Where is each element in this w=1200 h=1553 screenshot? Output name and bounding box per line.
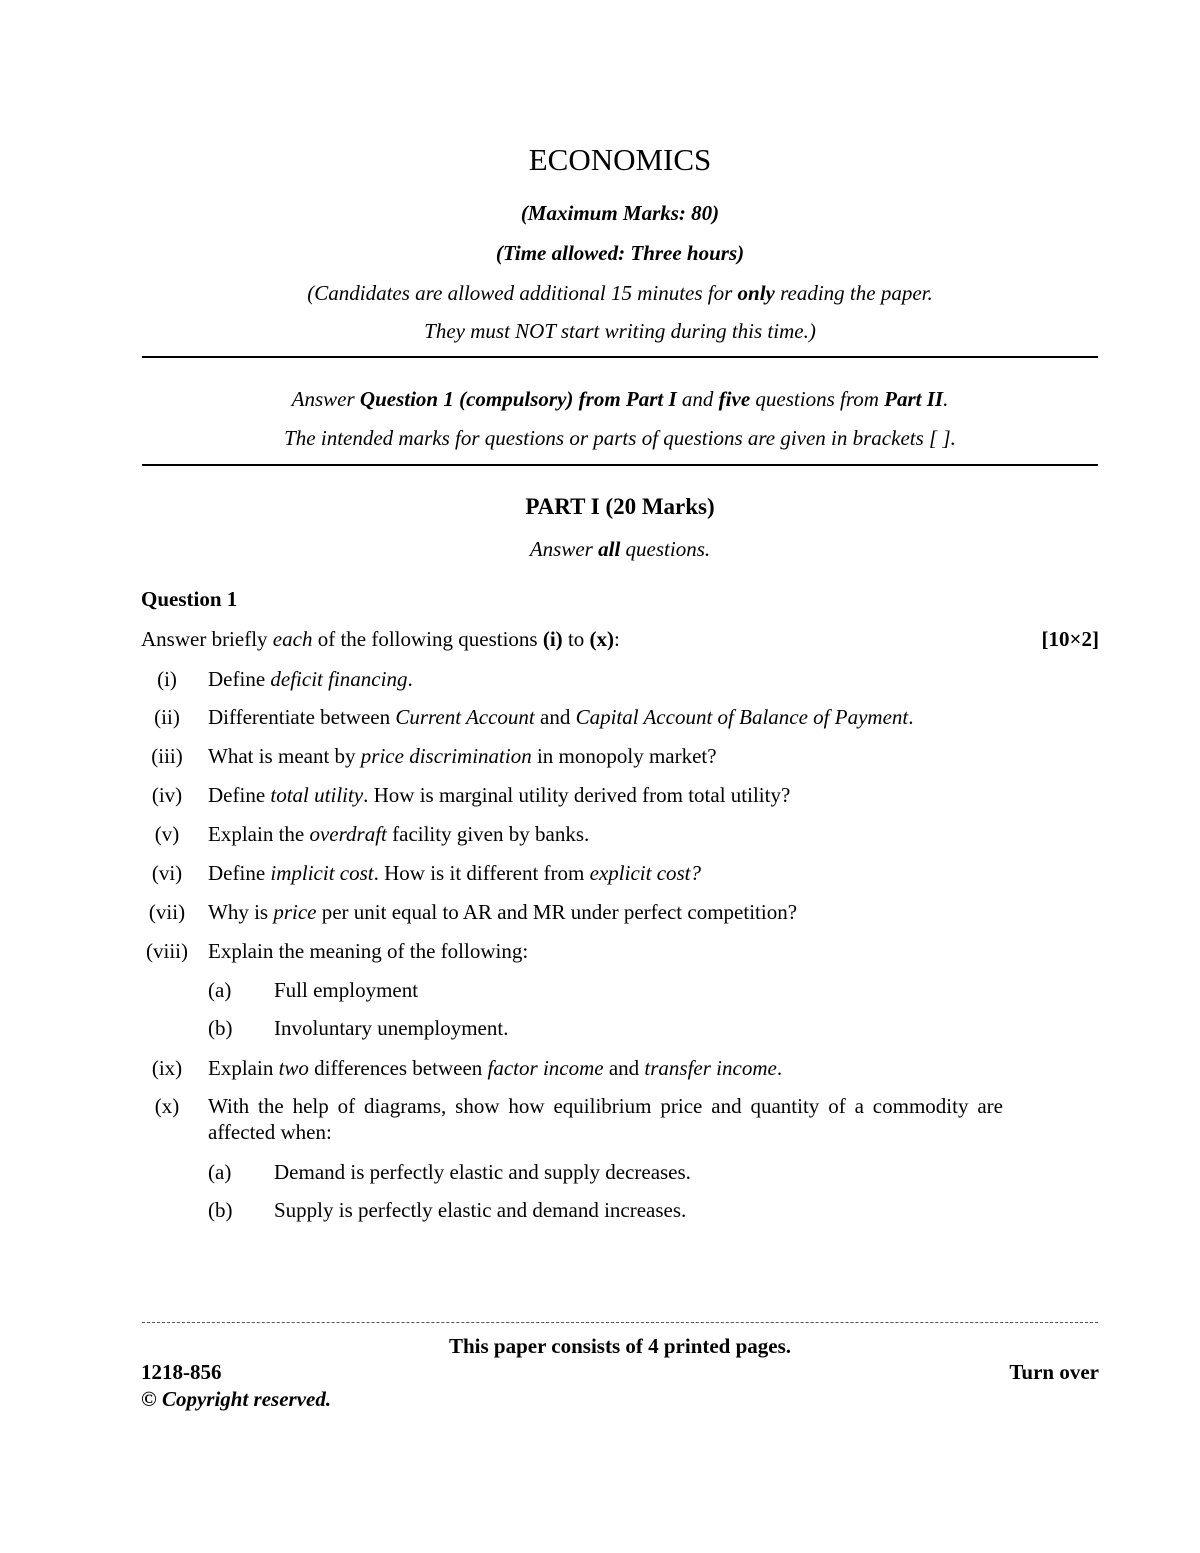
item-number: (ii): [154, 705, 180, 729]
reading-time-line-1: (Candidates are allowed additional 15 minutes for only reading the paper.: [307, 281, 933, 305]
time-allowed: (Time allowed: Three hours): [495, 241, 745, 265]
max-marks: (Maximum Marks: 80): [520, 201, 720, 225]
item-text: Why is price per unit equal to AR and MR under perfect competition?: [208, 900, 798, 924]
item-text: Define implicit cost. How is it different from explicit cost?: [208, 861, 702, 885]
item-number: (ix): [151, 1056, 183, 1080]
item-number: (vi): [151, 861, 183, 885]
page-title: ECONOMICS: [528, 142, 712, 177]
item-text: Differentiate between Current Account and Capital Account of Balance of Payment.: [208, 705, 914, 729]
question-intro-text: Answer briefly each of the following questions (i) to (x):: [141, 627, 620, 651]
sub-item-label: (a): [208, 1160, 232, 1184]
part-heading: PART I (20 Marks): [525, 494, 715, 519]
sub-item-text: Involuntary unemployment.: [274, 1016, 509, 1040]
instructions-line-1: Answer Question 1 (compulsory) from Part I and five questions from Part II.: [291, 387, 949, 411]
footer-divider: [142, 1322, 1098, 1323]
item-number: (v): [154, 822, 180, 846]
pages-note: This paper consists of 4 printed pages.: [448, 1334, 792, 1358]
turn-over: Turn over: [1009, 1360, 1099, 1384]
sub-item-label: (b): [208, 1016, 233, 1040]
divider: [142, 464, 1098, 466]
part-subheading: Answer all questions.: [529, 537, 711, 561]
item-number: (x): [154, 1094, 180, 1118]
divider: [142, 356, 1098, 358]
sub-item-text: Full employment: [274, 978, 419, 1002]
item-number: (i): [157, 667, 177, 691]
sub-item-label: (b): [208, 1198, 233, 1222]
item-text: Define total utility. How is marginal utility derived from total utility?: [208, 783, 791, 807]
item-number: (iv): [151, 783, 183, 807]
copyright: © Copyright reserved.: [141, 1387, 332, 1411]
item-text: What is meant by price discrimination in monopoly market?: [208, 744, 717, 768]
question-label: Question 1: [141, 587, 238, 611]
question-marks: [10×2]: [1041, 627, 1099, 651]
item-text: Explain the meaning of the following:: [208, 939, 529, 963]
item-number: (vii): [148, 900, 186, 924]
item-number: (iii): [151, 744, 183, 768]
item-text: Explain two differences between factor income and transfer income.: [208, 1056, 783, 1080]
paper-code: 1218-856: [141, 1360, 222, 1384]
sub-item-text: Supply is perfectly elastic and demand increases.: [274, 1198, 687, 1222]
sub-item-label: (a): [208, 978, 232, 1002]
reading-time-line-2: They must NOT start writing during this time.): [424, 319, 816, 343]
sub-item-text: Demand is perfectly elastic and supply decreases.: [274, 1160, 691, 1184]
item-number: (viii): [146, 939, 188, 963]
instructions-line-2: The intended marks for questions or parts of questions are given in brackets [ ].: [284, 426, 956, 450]
item-text: Define deficit financing.: [208, 667, 413, 691]
item-text: With the help of diagrams, show how equilibrium price and quantity of a commodity are affected when:: [208, 1094, 1003, 1144]
item-text: Explain the overdraft facility given by banks.: [208, 822, 590, 846]
